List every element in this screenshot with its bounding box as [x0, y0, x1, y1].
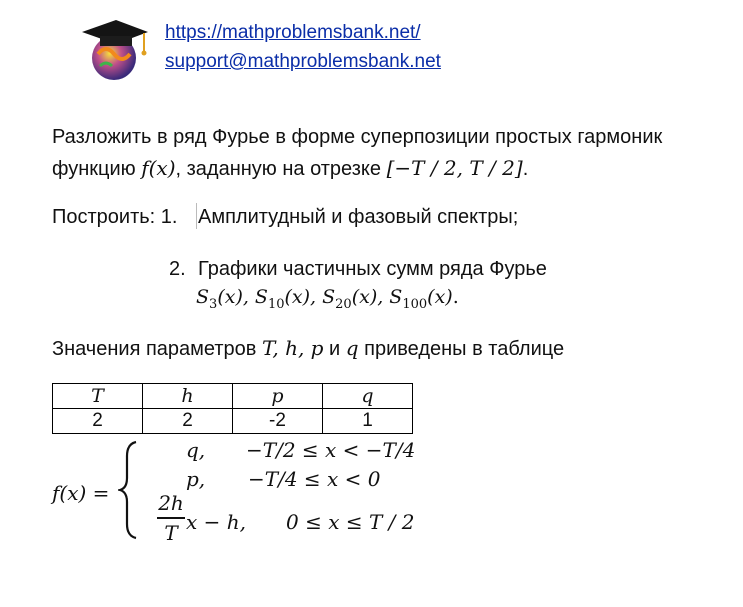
- piece2-condition: −T/4 ≤ x < 0: [248, 467, 381, 491]
- piece3-rest: x − h,: [186, 510, 246, 534]
- fraction-bar: [157, 517, 185, 519]
- header-h: h: [143, 384, 233, 409]
- header-p: p: [233, 384, 323, 409]
- parameters-table: [52, 383, 413, 434]
- build-label: Построить: 1.: [52, 206, 178, 228]
- text-cursor: [196, 203, 197, 229]
- table-header-row: [53, 384, 413, 409]
- piece1-value: q,: [186, 438, 206, 462]
- piece3-condition: 0 ≤ x ≤ T / 2: [286, 510, 415, 534]
- problem-line-2-c: .: [522, 158, 529, 180]
- fraction-2h-over-T: [157, 491, 185, 545]
- params-vars: T, h, p: [261, 336, 324, 360]
- header-q: q: [323, 384, 413, 409]
- site-url-link[interactable]: https://mathproblemsbank.net/: [165, 22, 421, 43]
- problem-line-2: [52, 156, 528, 181]
- fraction-numerator: 2h: [158, 491, 184, 515]
- partial-sums-end: .: [452, 286, 459, 308]
- problem-line-2-b: , заданную на отрезке: [175, 158, 387, 180]
- params-text-and: и: [323, 338, 346, 360]
- value-h: 2: [143, 409, 233, 434]
- params-q: q: [345, 336, 359, 360]
- table-value-row: [53, 409, 413, 434]
- params-sentence: [52, 336, 564, 361]
- problem-line-1: Разложить в ряд Фурье в форме суперпозиции простых гармоник: [52, 126, 663, 148]
- fraction-denominator: T: [164, 520, 178, 545]
- build-item-2: Графики частичных сумм ряда Фурье: [198, 258, 547, 280]
- piece1-condition: −T/2 ≤ x < −T/4: [246, 438, 416, 462]
- build-item-2-number: 2.: [169, 258, 186, 280]
- function-lhs: f(x) =: [52, 481, 110, 505]
- support-email-link[interactable]: support@mathproblemsbank.net: [165, 51, 441, 72]
- value-T: 2: [53, 409, 143, 434]
- value-p: -2: [233, 409, 323, 434]
- problem-line-2-a: функцию: [52, 158, 142, 180]
- piece2-value: p,: [186, 467, 206, 491]
- interval: [−T / 2, T / 2]: [386, 156, 523, 180]
- header-T: T: [53, 384, 143, 409]
- value-q: 1: [323, 409, 413, 434]
- build-item-1: Амплитудный и фазовый спектры;: [198, 206, 519, 228]
- function-name: f(x): [141, 156, 176, 180]
- params-text-b: приведены в таблице: [358, 338, 565, 360]
- partial-sums: $S_3(x)$, $S_{10}(x)$, $S_{20}(x)$, $S_{100}(x)$.: [196, 286, 459, 312]
- left-brace: [118, 440, 140, 540]
- params-text-a: Значения параметров: [52, 338, 262, 360]
- site-logo: [80, 14, 150, 84]
